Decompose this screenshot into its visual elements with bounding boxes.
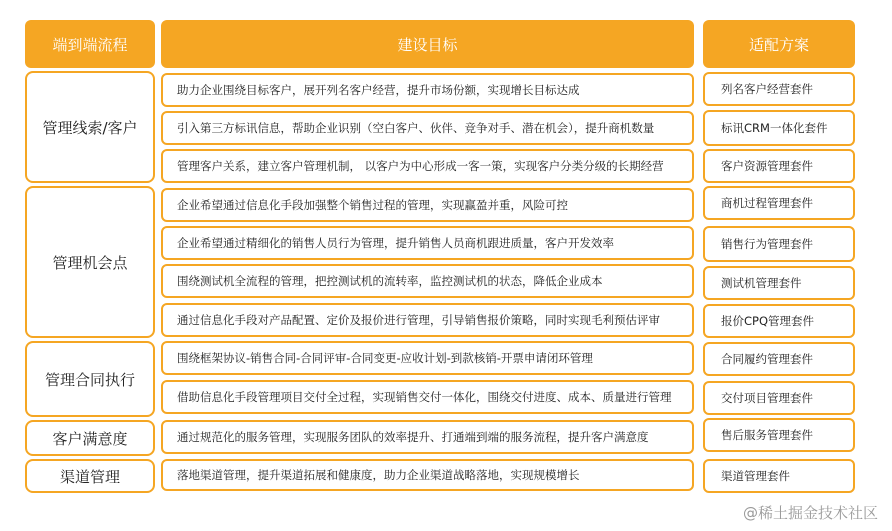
goal-row: 通过规范化的服务管理，实现服务团队的效率提升、打通端到端的服务流程，提升客户满意度 [161, 420, 694, 454]
stage-leads-customers: 管理线索/客户 [25, 71, 155, 183]
solution-item: 合同履约管理套件 [703, 342, 855, 376]
goal-row: 引入第三方标讯信息，帮助企业识别（空白客户、伙伴、竞争对手、潜在机会），提升商机数量 [161, 111, 694, 145]
header-process: 端到端流程 [25, 20, 155, 68]
header-goal: 建设目标 [161, 20, 694, 68]
solution-item: 商机过程管理套件 [703, 186, 855, 220]
stage-opportunities: 管理机会点 [25, 186, 155, 338]
solution-item: 列名客户经营套件 [703, 72, 855, 106]
solution-item: 渠道管理套件 [703, 459, 855, 493]
goal-row: 助力企业围绕目标客户，展开列名客户经营，提升市场份额，实现增长目标达成 [161, 73, 694, 107]
stage-contract-execution: 管理合同执行 [25, 341, 155, 417]
solution-item: 客户资源管理套件 [703, 149, 855, 183]
goal-row: 企业希望通过精细化的销售人员行为管理，提升销售人员商机跟进质量，客户开发效率 [161, 226, 694, 260]
solution-item: 测试机管理套件 [703, 266, 855, 300]
goal-row: 落地渠道管理，提升渠道拓展和健康度，助力企业渠道战略落地，实现规模增长 [161, 459, 694, 491]
goal-row: 通过信息化手段对产品配置、定价及报价进行管理，引导销售报价策略，同时实现毛利预估评审 [161, 303, 694, 337]
solution-item: 售后服务管理套件 [703, 418, 855, 452]
watermark: @稀土掘金技术社区 [742, 504, 878, 522]
goal-row: 围绕框架协议-销售合同-合同评审-合同变更-应收计划-到款核销-开票申请闭环管理 [161, 341, 694, 375]
solution-item: 标讯CRM一体化套件 [703, 110, 855, 146]
stage-channel-management: 渠道管理 [25, 459, 155, 493]
goal-row: 管理客户关系，建立客户管理机制， 以客户为中心形成一客一策，实现客户分类分级的长期经营 [161, 149, 694, 183]
goal-row: 围绕测试机全流程的管理，把控测试机的流转率，监控测试机的状态，降低企业成本 [161, 264, 694, 298]
solution-item: 报价CPQ管理套件 [703, 304, 855, 338]
goal-row: 借助信息化手段管理项目交付全过程，实现销售交付一体化，围绕交付进度、成本、质量进行管理 [161, 380, 694, 414]
solution-item: 销售行为管理套件 [703, 226, 855, 262]
goal-row: 企业希望通过信息化手段加强整个销售过程的管理，实现赢盈并重，风险可控 [161, 188, 694, 222]
solution-item: 交付项目管理套件 [703, 381, 855, 415]
header-solution: 适配方案 [703, 20, 855, 68]
stage-customer-satisfaction: 客户满意度 [25, 420, 155, 456]
